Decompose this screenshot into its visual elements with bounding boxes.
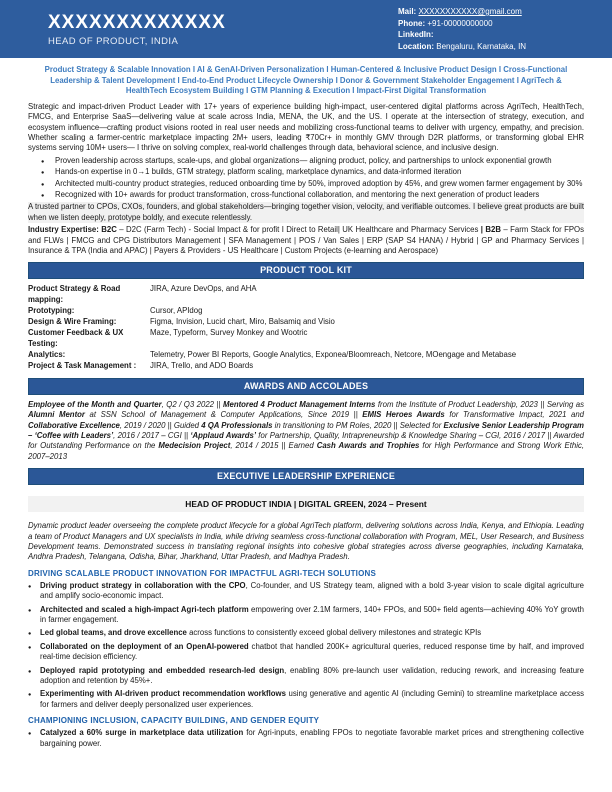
document-body xyxy=(0,65,612,749)
email-link[interactable]: XXXXXXXXXXX@gmail.com xyxy=(418,7,522,16)
section-heading-awards: AWARDS AND ACCOLADES xyxy=(28,378,584,395)
summary-bullet: ● Hands-on expertise in 0→1 builds, GTM strategy, platform scaling, marketplace dynamics, and data-informed iteration xyxy=(28,167,584,177)
toolkit-value: JIRA, Trello, and ADO Boards xyxy=(150,360,254,370)
experience-subheading: CHAMPIONING INCLUSION, CAPACITY BUILDING, AND GENDER EQUITY xyxy=(28,716,320,726)
contact-phone-row xyxy=(398,18,586,30)
contact-block xyxy=(398,6,586,52)
summary-bullet-list xyxy=(28,156,584,201)
candidate-title: HEAD OF PRODUCT, INDIA xyxy=(48,35,179,47)
toolkit-label: Customer Feedback & UX Testing: xyxy=(28,328,124,348)
experience-subheading: DRIVING SCALABLE PRODUCT INNOVATION FOR IMPACTFUL AGRI-TECH SOLUTIONS xyxy=(28,568,377,578)
experience-bullet: ● Collaborated on the deployment of an OpenAI-powered chatbot that handled 200K+ agricultural queries, reduced response time by half, and improved real-time decision efficiency. xyxy=(28,642,584,663)
skills-tagline: Product Strategy & Scalable Innovation I AI & GenAI-Driven Personalization I Human-Centered & Inclusive Product Design I Cross-Functional Leadership & Talent Development I End-to-End Product Lifecycle Ownership I Donor & Government Stakeholder Engagement I AgriTech & HealthTech Ecosystem Building I GTM Planning & Execution I Impact-First Digital Transformation xyxy=(44,65,568,96)
toolkit-table xyxy=(28,284,584,371)
experience-intro: Dynamic product leader overseeing the complete product lifecycle for a global AgriTech platform, delivering solutions across India, Kenya, and Ethiopia. Leading a team of Product Managers and UX specialists in India, while driving seamless cross-functional collaboration with Program, MEL, User Research, and Business Development teams. Demonstrated success in translating regional insights into cohesive global strategies across diverse geographies, including Karnataka, Andhra Pradesh, Telangana, Odisha, Bihar, Jharkhand, Uttar Pradesh, and Madhya Pradesh. xyxy=(28,521,584,562)
toolkit-value: JIRA, Azure DevOps, and AHA xyxy=(150,284,257,294)
toolkit-label: Analytics: xyxy=(28,349,66,359)
toolkit-label: Design & Wire Framing: xyxy=(28,317,117,327)
toolkit-value: Figma, Invision, Lucid chart, Miro, Balsamiq and Visio xyxy=(150,317,335,327)
location-label: Location: xyxy=(398,41,434,51)
toolkit-value: Cursor, APIdog xyxy=(150,306,203,316)
contact-mail-row xyxy=(398,6,586,18)
experience-bullet: ● Experimenting with AI-driven product recommendation workflows using generative and agentic AI (including Gemini) to streamline marketplace access for farmers and deliver deeply personalized user experiences. xyxy=(28,689,584,710)
summary-closing: A trusted partner to CPOs, CXOs, founders, and global stakeholders—bringing together vision, velocity, and verifiable outcomes. I believe great products are built when we listen deeply, prototype boldly, and execute relentlessly. xyxy=(28,202,584,222)
toolkit-label: Project & Task Management : xyxy=(28,360,137,370)
summary-bullet: ● Proven leadership across startups, scale-ups, and global organizations— aligning product, policy, and partnerships to unlock exponential growth xyxy=(28,156,584,166)
phone-label: Phone: xyxy=(398,18,426,28)
experience-bullet-list xyxy=(28,728,584,749)
summary-paragraph: Strategic and impact-driven Product Leader with 17+ years of experience building high-impact, user-centered digital platforms across AgriTech, HealthTech, FMCG, and Enterprise SaaS—delivering value at scale across India, MENA, the UK, and the US. I operate at the intersection of strategy, execution, and ecosystem influence—crafting product visions rooted in real user needs and mobilizing cross-functional teams to deliver with urgency, empathy, and precision. Whether scaling a farmer-centric marketplace impacting 2M+ users, leading ₹70Cr+ in monthly GMV through D2R platforms, or transforming global EHR systems serving 10M+ users— I thrive on solving complex, real-world challenges through data, behavioral science, and inclusive design. xyxy=(28,101,584,153)
summary-bullet: ● Recognized with 10+ awards for product transformation, cross-functional collaboration, and mentoring the next generation of product leaders xyxy=(28,190,584,200)
experience-bullet: ● Led global teams, and drove excellence across functions to consistently exceed global delivery milestones and strategic KPIs xyxy=(28,628,584,638)
header-identity xyxy=(48,12,226,47)
toolkit-label: Product Strategy & Road mapping: xyxy=(28,284,121,305)
linkedin-label: LinkedIn: xyxy=(398,30,434,39)
experience-bullet: ● Architected and scaled a high-impact Agri-tech platform empowering over 2.1M farmers, 140+ FPOs, and 500+ field agents—achieving 40% YoY growth in farmer engagement. xyxy=(28,605,584,626)
mail-label: Mail: xyxy=(398,7,417,16)
industry-expertise: Industry Expertise: B2C – D2C (Farm Tech) - Social Impact & for profit I Direct to Retail| UK Healthcare and Pharmacy Services | B2B – Farm Stack for FPOs and FLWs | FMCG and CPG Distributors Management | SFA Management | POS / Van Sales | ERP (SAP S4 HANA) / Hybrid | GP and Pharmacy Services | Insurance & TPA (India and APAC) | Payers & Providers - US Healthcare | Custom Projects (e-learning and Aerospace) xyxy=(28,225,585,256)
experience-bullet: ● Catalyzed a 60% surge in marketplace data utilization for Agri-inputs, enabling FPOs to negotiate favorable market prices and strengthening collective bargaining power. xyxy=(28,728,584,749)
section-heading-experience: EXECUTIVE LEADERSHIP EXPERIENCE xyxy=(28,468,584,485)
location-value: Bengaluru, Karnataka, IN xyxy=(436,41,527,51)
experience-bullet-list xyxy=(28,581,584,710)
experience-role-line: HEAD OF PRODUCT INDIA | DIGITAL GREEN, 2024 – Present xyxy=(28,496,584,512)
phone-value: +91-00000000000 xyxy=(427,18,493,28)
candidate-name: XXXXXXXXXXXXX xyxy=(48,11,226,33)
toolkit-label: Prototyping: xyxy=(28,306,75,316)
header xyxy=(0,0,612,58)
awards-paragraph: Employee of the Month and Quarter, Q2 / Q3 2022 || Mentored 4 Product Management Interns from the Institute of Product Leadership, 2023 || Serving as Alumni Mentor at SSN School of Management & Computer Applications, Since 2019 || EMIS Heroes Awards for Transformative Impact, 2021 and Collaborative Excellence, 2019 / 2020 || Guided 4 QA Professionals in transitioning to PM Roles, 2020 || Selected for Exclusive Senior Leadership Program – ‘Coffee with Leaders’, 2016 / 2017 – CGI || ‘Applaud Awards’ for Partnership, Quality, Intrapreneurship & Knowledge Sharing – CGI, 2016 / 2017 || Awarded for Outstanding Performance on the Medecision Project, 2014 / 2015 || Earned Cash Awards and Trophies for High Performance and Strong Work Ethic, 2007–2013 xyxy=(28,399,585,461)
contact-linkedin-row xyxy=(398,29,586,41)
experience-bullet: ● Driving product strategy in collaboration with the CPO, Co-founder, and US Strategy team, aligned with a bold 3-year vision to scale digital agriculture and amplify socio-economic impact. xyxy=(28,581,584,602)
section-heading-toolkit: PRODUCT TOOL KIT xyxy=(28,262,584,279)
toolkit-value: Telemetry, Power BI Reports, Google Analytics, Exponea/Bloomreach, Netcore, MOengage and Metabase xyxy=(150,349,517,359)
contact-location-row xyxy=(398,41,586,53)
toolkit-value: Maze, Typeform, Survey Monkey and Wootric xyxy=(150,328,308,338)
experience-bullet: ● Deployed rapid prototyping and embedded research-led design, enabling 80% pre-launch user validation, reducing rework, and increasing feature adoption and retention by 45%+. xyxy=(28,666,584,687)
summary-bullet: ● Architected multi-country product strategies, reduced onboarding time by 50%, improved adoption by 45%, and grew women farmer engagement by 30% xyxy=(28,179,584,189)
